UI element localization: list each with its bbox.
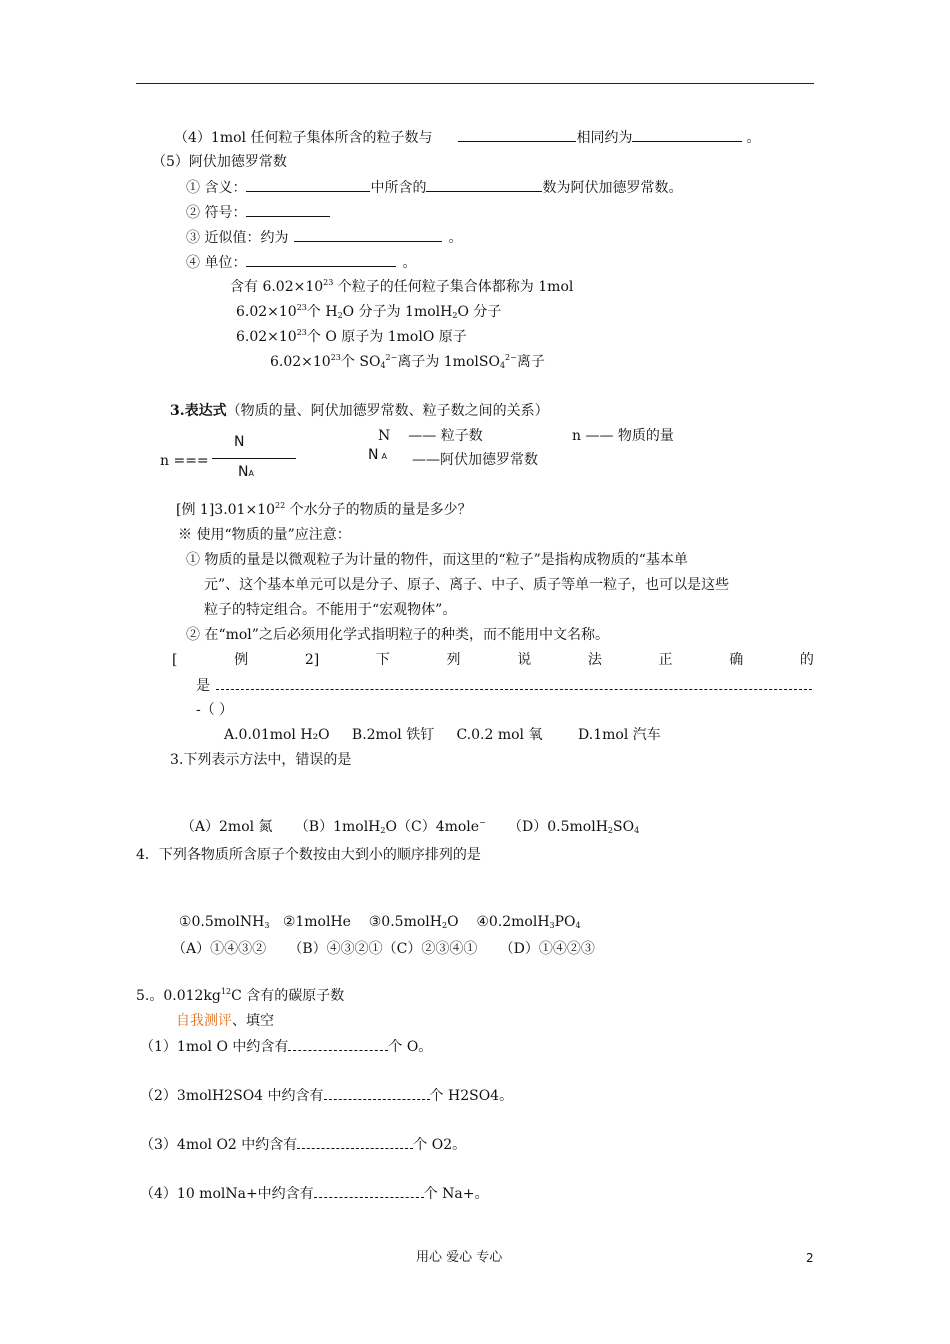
approx-line: ③ 近似值：约为 。 (186, 227, 462, 248)
notice-p1-line2: 元”、这个基本单元可以是分子、原子、离子、中子、质子等单一粒子，也可以是这些 (204, 577, 730, 593)
fill-4: （4）10 molNa+中约含有 个 Na+。 (140, 1183, 488, 1204)
item5-title: （5）阿伏加德罗常数 (152, 154, 287, 170)
meaning-line: ① 含义： 中所含的 数为阿伏加德罗常数。 (186, 177, 682, 198)
example-line-4: $6.02\times 10^{23}$个 $SO_4^{2-}$离子为 1molSO$_4^{2-}$离子 (270, 353, 545, 370)
example-line-2: $6.02\times 10^{23}$个 $H_2O$ 分子为 1molH$_2$O 分子 (236, 303, 502, 320)
symbol-line: ② 符号： (186, 202, 330, 223)
q5: 5.。$0.012kg^{12}C$ 含有的碳原子数 (136, 987, 345, 1004)
notice-title: ※ 使用“物质的量”应注意： (178, 527, 351, 543)
legend-small-n: n —— 物质的量 (572, 428, 674, 444)
footer-text: 用心 爱心 专心 (416, 1250, 503, 1265)
fill-1: （1）1mol O 中约含有 个 O。 (140, 1036, 432, 1057)
selftest-heading: 自我测评、填空 (176, 1013, 274, 1029)
notice-p1-line1: ① 物质的量是以微观粒子为计量的物件，而这里的“粒子”是指构成物质的“基本单 (186, 552, 688, 568)
formula-denominator: NA (238, 464, 254, 480)
fill-2: （2）3molH2SO4 中约含有 个 H2SO4。 (140, 1085, 513, 1106)
q4-items: ①0.5molNH$_3$ ②1molHe ③0.5molH$_2$O $④0.2molH_3PO_4$ (178, 914, 581, 930)
q3-title: 3.下列表示方法中，错误的是 (170, 752, 352, 768)
example2-paren: -（ ） (196, 702, 234, 718)
example2-shi: 是 (196, 675, 812, 696)
formula-lhs: n === (160, 453, 209, 469)
q4-choices: （A）①④③② （B）④③②①（C）②③④① （D）①④②③ (172, 941, 595, 957)
example1: [例 $1]3.01\times 10^{22}$ 个水分子的物质的量是多少？ (176, 501, 472, 518)
example2-header: [ 例 2] 下 列 说 法 正 确 的 (172, 652, 814, 668)
legend-na-symbol: N A (368, 447, 387, 463)
q3-options: （A）2mol 氮 （B）1molH$_2$O（C）4mole− $(D)0.5molH_2SO_4$ (180, 818, 640, 835)
notice-p2: ② 在“mol”之后必须用化学式指明粒子的种类，而不能用中文名称。 (186, 627, 609, 643)
item4-line: （4）1mol 任何粒子集体所含的粒子数与 相同约为 。 (174, 127, 760, 148)
legend-n: N —— 粒子数 (378, 428, 483, 444)
unit-line: ④ 单位： 。 (186, 252, 416, 273)
formula-numerator: N (234, 434, 245, 450)
example2-options: A.0.01mol H₂O B.2mol 铁钉 C.0.2 mol 氧 D.1mol 汽车 (224, 727, 661, 743)
page-number: 2 (806, 1251, 814, 1265)
fill-3: （3）4mol O2 中约含有 个 O2。 (140, 1134, 466, 1155)
notice-p1-line3: 粒子的特定组合。不能用于“宏观物体”。 (204, 602, 457, 618)
fraction-bar (212, 458, 296, 459)
example-line-1: 含有 $6.02\times 10^{23}$ 个粒子的任何粒子集合体都称为 1mol (230, 278, 574, 295)
q4-title: 4．下列各物质所含原子个数按由大到小的顺序排列的是 (136, 847, 481, 863)
header-rule (136, 83, 814, 84)
section3-heading: 3.表达式（物质的量、阿伏加德罗常数、粒子数之间的关系） (170, 403, 549, 419)
example-line-3: $6.02\times 10^{23}$个 O 原子为 1molO 原子 (236, 328, 467, 345)
legend-na: ——阿伏加德罗常数 (412, 452, 538, 468)
